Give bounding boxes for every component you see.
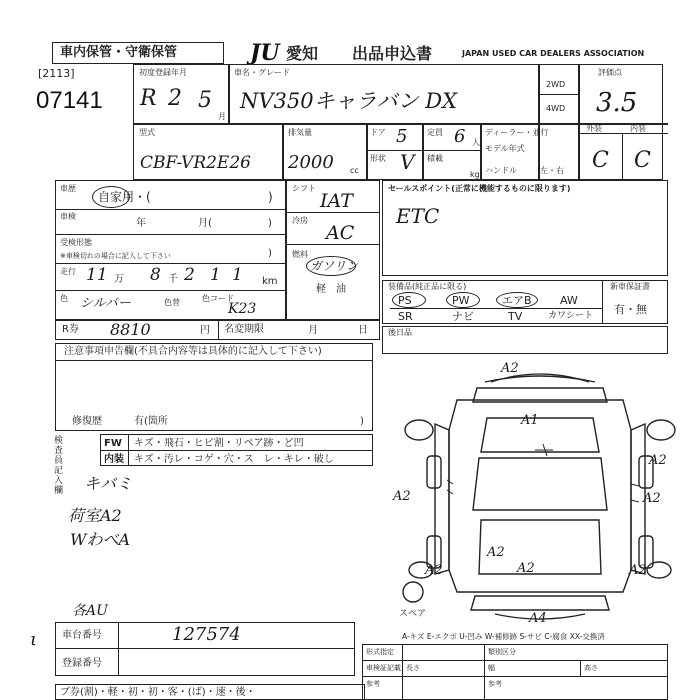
later-items-label: 後日品 — [388, 328, 412, 337]
capacity-label: 定員 — [427, 128, 443, 137]
drive-4wd: 4WD — [546, 104, 566, 113]
mark-x — [535, 444, 553, 456]
spec-length-label: 長さ — [406, 664, 420, 672]
equip-sr: SR — [398, 310, 413, 323]
new-car-warranty-options: 有・無 — [614, 303, 647, 316]
wheel-front-left — [427, 456, 441, 488]
spec-type-label: 形式指定 — [366, 648, 394, 656]
mark-a4-rear-bumper: A4 — [529, 611, 547, 626]
mileage-unit: km — [262, 276, 278, 287]
displacement-value: 2000 — [288, 152, 334, 173]
spec-width-label: 幅 — [488, 664, 495, 672]
exterior-value: C — [592, 148, 609, 173]
spec-ref-label-1: 参考 — [366, 680, 380, 688]
body-outline — [449, 400, 631, 592]
sales-points-label — [388, 184, 571, 193]
model-year-label: モデル年式 — [485, 144, 525, 153]
inspection-year-unit: 年 — [136, 218, 146, 229]
aircon-value: AC — [326, 222, 355, 244]
color-label: 色 — [60, 294, 68, 303]
inspection-close: ) — [268, 218, 272, 229]
vehicle-number-label: 車台番号 — [62, 630, 102, 641]
notes-note: (不具合内容等は具体的に記入して下さい) — [134, 346, 322, 357]
mileage-u2: 千 — [168, 274, 178, 285]
pw-circle — [446, 292, 480, 308]
history-label: 車歴 — [60, 184, 76, 193]
right-mirror-outline — [647, 420, 675, 440]
history-close: ) — [268, 190, 273, 204]
model-value: NV350キャラバン DX — [240, 89, 458, 113]
capacity-unit: 人 — [472, 138, 480, 147]
handwritten-note-3: WわべA — [70, 530, 131, 549]
repair-history-close: ) — [360, 416, 364, 427]
color-value: シルバー — [80, 296, 131, 311]
org-name-en: JAPAN USED CAR DEALERS ASSOCIATION — [462, 49, 645, 58]
sales-points-title: セールスポイント — [388, 184, 452, 193]
spec-ref-label-2: 参考 — [488, 680, 502, 688]
shift-value: IAT — [320, 190, 353, 212]
sales-points-note: (正常に機能するものに限ります) — [451, 184, 571, 193]
footer-text: ブ券(割)・軽・初・初・客・(ば)・速・後・ — [60, 687, 256, 698]
spec-class-label: 類別区分 — [488, 648, 516, 656]
airbag-circle — [496, 292, 538, 308]
mark-ticks-left — [447, 480, 453, 494]
mileage-u1: 万 — [114, 274, 124, 285]
r-ticket-value: 8810 — [110, 320, 151, 339]
mark-a2-right-rear: A2 — [629, 563, 647, 578]
left-mirror-outline — [405, 420, 433, 440]
mileage-d1: 11 — [86, 265, 108, 285]
equip-tv: TV — [508, 310, 523, 323]
capacity-value: 6 — [454, 126, 466, 147]
mileage-d2: 8 — [150, 265, 161, 285]
reg-era: R — [140, 86, 157, 111]
dealer-label: ディーラー・並行 — [485, 128, 549, 137]
handle-options: 左・右 — [540, 166, 564, 175]
ju-logo: JU — [250, 40, 280, 66]
mark-a2-front: A2 — [501, 361, 519, 376]
doors-value: 5 — [396, 126, 408, 147]
sales-points-value: ETC — [396, 204, 440, 228]
history-value: 自家用・( — [98, 190, 151, 204]
equipment-label: 装備品(純正品に限る) — [388, 282, 467, 291]
ps-circle — [392, 292, 426, 308]
repair-history-label: 修復歴 — [72, 416, 102, 427]
checker-int-label: 内装 — [104, 454, 124, 465]
load-label: 積載 — [427, 154, 443, 163]
equip-airbag: エアB — [502, 294, 532, 307]
equip-pw: PW — [452, 294, 470, 307]
reg-year: 2 — [168, 86, 182, 111]
handle-label: ハンドル — [485, 166, 517, 175]
new-car-warranty-label: 新車保証書 — [610, 282, 650, 291]
spec-cert-label: 車検証記載 — [366, 664, 401, 672]
r-ticket-label: R券 — [62, 324, 79, 335]
color-code-label: 色コード — [202, 294, 234, 303]
rear-right-corner — [647, 562, 671, 578]
checker-fw-label: FW — [104, 438, 122, 449]
model-code-label: 型式 — [139, 128, 155, 137]
registration-number-label: 登録番号 — [62, 658, 102, 669]
handwritten-mark: ι — [30, 629, 38, 650]
interior-value: C — [634, 148, 651, 173]
lot-code: 2113 — [42, 67, 71, 80]
displacement-label: 排気量 — [288, 128, 312, 137]
mileage-label: 走行 — [60, 267, 76, 276]
reg-month-unit: 月 — [218, 112, 226, 121]
equip-power-seat: カワシート — [548, 311, 594, 321]
notes-label — [64, 346, 322, 357]
displacement-unit: cc — [350, 166, 359, 175]
grade-label: 評価点 — [598, 68, 622, 77]
rear-bumper-outline — [471, 596, 609, 610]
spare-tire-outline — [403, 582, 423, 602]
equip-ps: PS — [398, 294, 412, 307]
shape-label: 形状 — [370, 154, 386, 163]
repair-history-value: 有(箇所 — [134, 416, 168, 427]
reg-month: 5 — [198, 88, 212, 113]
fuel-circle — [306, 256, 359, 276]
color-code-value: K23 — [228, 301, 257, 317]
checker-label: 検査員記入欄 — [54, 436, 64, 496]
shape-value: V — [400, 150, 415, 174]
equip-aw: AW — [560, 294, 578, 307]
tax-label: 名変期限 — [224, 324, 264, 335]
tax-day-unit: 日 — [358, 325, 368, 336]
mark-a1-hood: A1 — [521, 413, 539, 428]
lot-code-bracket: [2113] — [38, 67, 75, 80]
shift-label: シフト — [292, 184, 316, 193]
notes-title: 注意事項申告欄 — [64, 346, 134, 357]
org-name-jp: 愛知 — [286, 44, 319, 63]
windshield-outline — [481, 418, 599, 452]
spec-height-label: 高さ — [584, 664, 598, 672]
mark-a2-right-front: A2 — [649, 453, 667, 468]
aircon-label: 冷房 — [292, 216, 308, 225]
handwritten-note-4: 各AU — [72, 603, 108, 619]
mark-a2-left-rear: A2 — [425, 563, 443, 578]
handwritten-note-2: 荷室A2 — [68, 506, 122, 525]
checker-int-items: キズ・汚レ・コゲ・穴・ス レ・キレ・破し — [134, 454, 334, 465]
r-ticket-unit: 円 — [200, 325, 210, 336]
mark-a2-left: A2 — [393, 489, 411, 504]
mileage-d5: 1 — [232, 265, 243, 285]
inspection-month-unit: 月( — [198, 218, 212, 229]
doors-label: ドア — [370, 128, 386, 137]
load-unit: kg — [470, 170, 480, 179]
color-change-label: 色替 — [164, 298, 180, 307]
later-items-box — [382, 326, 668, 354]
mark-ticks-right — [631, 484, 639, 502]
inspection-label: 車検 — [60, 212, 76, 221]
damage-legend: A-キズ E-エクボ U-凹み W-補修跡 S-サビ C-腐食 XX-交換済 — [402, 632, 605, 641]
model-code-value: CBF-VR2E26 — [140, 153, 251, 173]
lot-number: 07141 — [36, 87, 103, 114]
car-damage-diagram — [395, 360, 685, 630]
drive-2wd: 2WD — [546, 80, 566, 89]
model-label: 車名・グレード — [234, 68, 290, 77]
roof-outline — [473, 458, 607, 510]
fuel-value: ガソリン — [310, 259, 359, 273]
warranty-close: ) — [268, 248, 272, 259]
mileage-d3: 2 — [184, 265, 195, 285]
spare-label: スペア — [399, 609, 427, 619]
equip-navi: ナビ — [452, 310, 474, 323]
left-side-outline — [435, 424, 449, 574]
handwritten-note-1: キバミ — [84, 474, 133, 493]
interior-label: 内装 — [630, 124, 646, 133]
vehicle-number-value: 127574 — [172, 624, 241, 645]
mark-a2-right-mid: A2 — [643, 491, 661, 506]
checker-fw-items: キズ・飛石・ヒビ割・リペア跡・ど凹 — [134, 438, 304, 449]
grade-value: 3.5 — [596, 88, 638, 118]
fuel-label: 燃料 — [292, 250, 308, 259]
mark-a2-rear-door: A2 — [517, 561, 535, 576]
mileage-d4: 1 — [210, 265, 221, 285]
tax-month-unit: 月 — [308, 325, 318, 336]
fuel-alt: 軽 油 — [316, 284, 346, 295]
mark-a2-rear-left: A2 — [487, 545, 505, 560]
form-title: 出品申込書 — [352, 44, 433, 63]
reg-date-label: 初度登録年月 — [139, 68, 187, 77]
exterior-label: 外装 — [586, 124, 602, 133]
warranty-type-label: 受検形態 — [60, 238, 92, 247]
storage-label: 車内保管・守衛保管 — [60, 45, 178, 60]
sales-points-box — [382, 180, 668, 276]
warranty-type-note: ※車検切れの場合に記入して下さい — [60, 252, 171, 260]
